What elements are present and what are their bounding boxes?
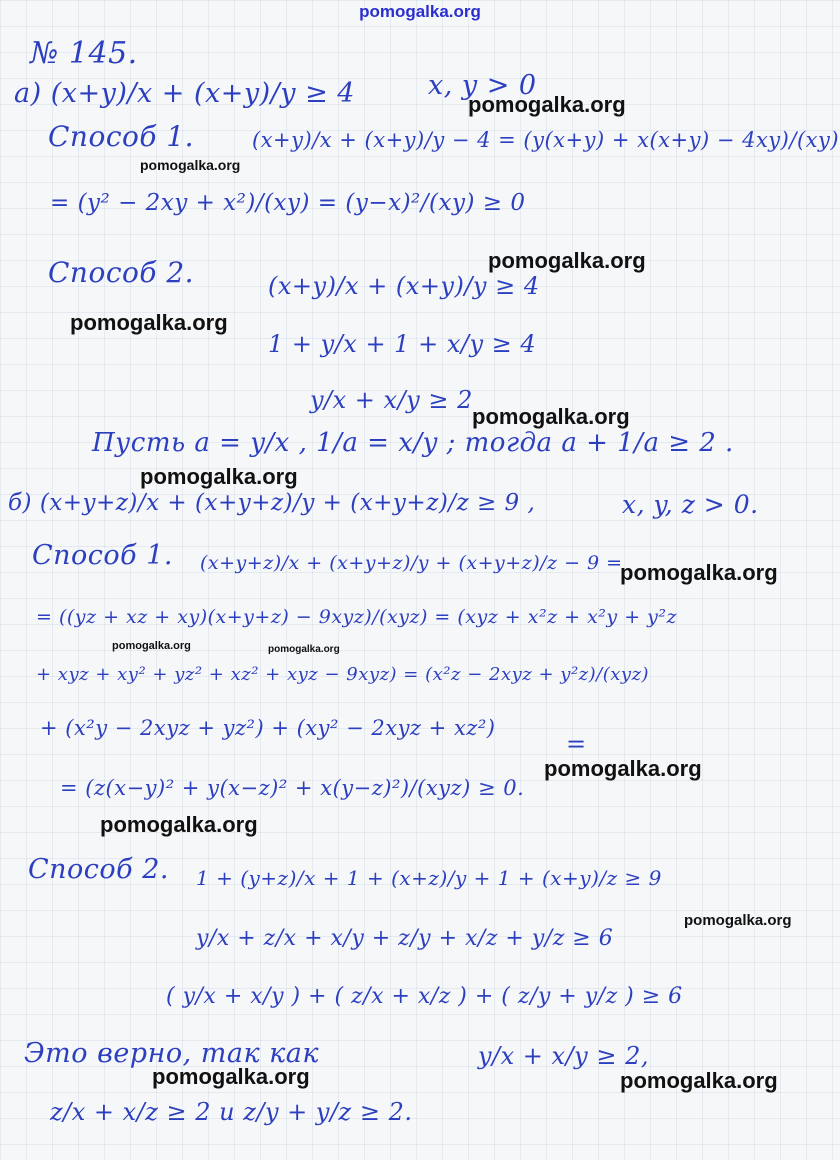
line-b-method2-step2: y/x + z/x + x/y + z/y + x/z + y/z ≥ 6 <box>196 926 614 951</box>
watermark: pomogalka.org <box>620 1068 778 1093</box>
line-a-method1-expr: (x+y)/x + (x+y)/y − 4 = (y(x+y) + x(x+y) − 4xy)/(xy) <box>252 128 840 152</box>
line-a-condition: x, y > 0 <box>428 70 537 101</box>
watermark: pomogalka.org <box>488 248 646 273</box>
line-b-method1-title: Способ 1. <box>32 540 174 571</box>
line-b-method2-step3: ( y/x + x/y ) + ( z/x + x/z ) + ( z/y + y/z ) ≥ 6 <box>166 984 683 1009</box>
watermark: pomogalka.org <box>268 644 340 655</box>
line-b-inequality: б) (x+y+z)/x + (x+y+z)/y + (x+y+z)/z ≥ 9 , <box>8 490 536 516</box>
watermark: pomogalka.org <box>684 912 792 929</box>
line-b-conclusion-text: Это верно, так как <box>24 1038 320 1069</box>
watermark: pomogalka.org <box>620 560 778 585</box>
line-b-method2-step1: 1 + (y+z)/x + 1 + (x+z)/y + 1 + (x+y)/z ≥ 9 <box>196 866 662 890</box>
line-b-method1-step1: = ((yz + xz + xy)(x+y+z) − 9xyz)/(xyz) = (xyz + x²z + x²y + y²z <box>36 606 678 628</box>
watermark: pomogalka.org <box>468 92 626 117</box>
line-b-method1-step3: + (x²y − 2xyz + yz²) + (xy² − 2xyz + xz²) <box>40 716 496 740</box>
watermark: pomogalka.org <box>152 1064 310 1089</box>
line-b-method2-title: Способ 2. <box>28 854 170 885</box>
watermark: pomogalka.org <box>100 812 258 837</box>
watermark: pomogalka.org <box>70 310 228 335</box>
line-b-method1-result: = (z(x−y)² + y(x−z)² + x(y−z)²)/(xyz) ≥ 0. <box>60 776 525 800</box>
line-a-substitution: Пусть a = y/x , 1/a = x/y ; тогда a + 1/a ≥ 2 . <box>92 428 734 458</box>
watermark: pomogalka.org <box>472 404 630 429</box>
line-a-method1-result: = (y² − 2xy + x²)/(xy) = (y−x)²/(xy) ≥ 0 <box>50 190 526 216</box>
line-b-method1-expr: (x+y+z)/x + (x+y+z)/y + (x+y+z)/z − 9 = <box>200 552 623 574</box>
watermark: pomogalka.org <box>112 640 191 652</box>
line-a-method1-title: Способ 1. <box>48 120 195 153</box>
line-a-inequality: а) (x+y)/x + (x+y)/y ≥ 4 <box>14 78 355 109</box>
line-a-method2-step3: y/x + x/y ≥ 2 <box>310 386 473 414</box>
line-b-conclusion-1: y/x + x/y ≥ 2, <box>478 1042 649 1070</box>
line-b-method1-step2: + xyz + xy² + yz² + xz² + xyz − 9xyz) = (x²z − 2xyz + y²z)/(xyz) <box>36 664 650 685</box>
line-b-method1-equals: = <box>566 730 587 758</box>
watermark: pomogalka.org <box>140 157 241 173</box>
line-a-method2-step2: 1 + y/x + 1 + x/y ≥ 4 <box>268 330 537 358</box>
line-a-method2-step1: (x+y)/x + (x+y)/y ≥ 4 <box>268 272 540 300</box>
line-b-conclusion-2: z/x + x/z ≥ 2 и z/y + y/z ≥ 2. <box>50 1098 413 1126</box>
problem-number: № 145. <box>30 36 138 71</box>
line-b-condition: x, y, z > 0. <box>622 490 759 519</box>
header-watermark: pomogalka.org <box>359 2 481 21</box>
watermark: pomogalka.org <box>544 756 702 781</box>
watermark: pomogalka.org <box>140 464 298 489</box>
line-a-method2-title: Способ 2. <box>48 256 195 289</box>
